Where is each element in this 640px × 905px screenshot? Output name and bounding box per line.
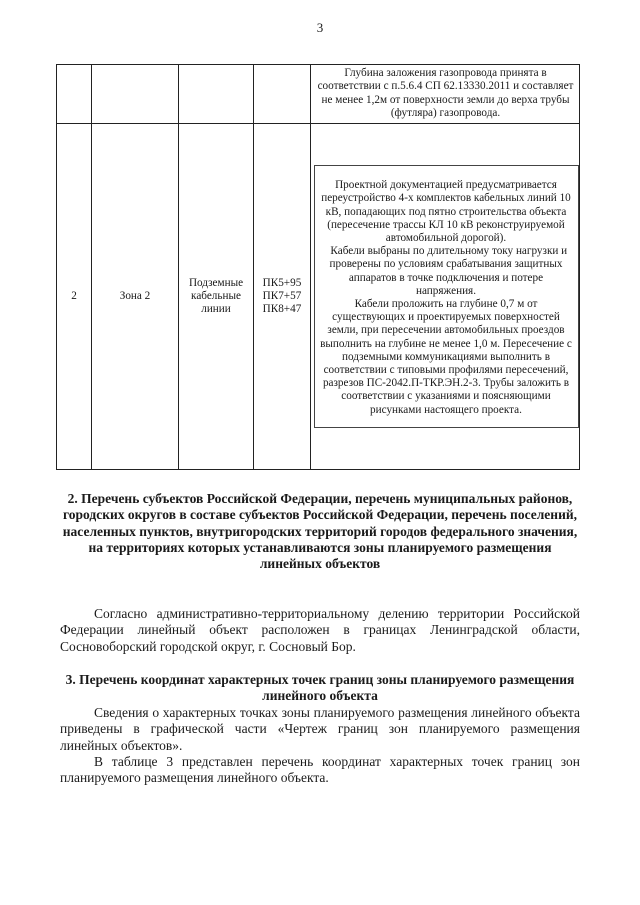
description-paragraph: Кабели проложить на глубине 0,7 м от существующих и проектируемых поверхностей земли, при пересечении автомобильных проездов выполнить на глубине не менее 1,0 м. Пересечение с подземными коммуникациями выполнить в соответствии с типовыми профилями пересечений, разрезов ПС-2042.П-ТКР.ЭН.2-3. Трубы заложить в соответствии с указаниями и поясняющими рисунками настоящего проекта. [320, 298, 572, 416]
description-paragraph: Проектной документацией предусматривается переустройство 4-х комплектов кабельных линий 10 кВ, попадающих под пятно строительства объекта (пересечение трассы КЛ 10 кВ реконструируемой автомобильной дорогой). [321, 179, 571, 244]
section-3-body [60, 705, 580, 786]
section-3-heading: 3. Перечень координат характерных точек границ зоны планируемого размещения линейного объекта [65, 672, 575, 704]
section-3-paragraph: Сведения о характерных точках зоны планируемого размещения линейного объекта приведены в графической части «Чертеж границ зон планируемого размещения линейных объектов». [60, 705, 580, 753]
table-cell-pickets [254, 65, 311, 124]
description-box [314, 165, 579, 428]
picket-label: ПК8+47 [262, 303, 302, 316]
description-paragraph: Кабели выбраны по длительному току нагрузки и проверены по условиям срабатывания защитных аппаратов в точке подключения и потере напряжения. [329, 245, 568, 297]
table-cell-description [311, 65, 580, 124]
table-cell-type [179, 65, 254, 124]
table-cell-num: 2 [57, 124, 92, 470]
picket-label: ПК5+95 [262, 276, 302, 289]
section-2-heading: 2. Перечень субъектов Российской Федерации, перечень муниципальных районов, городских округов в составе субъектов Российской Федерации, перечень поселений, населенных пунктов, внутригородских территорий городов федерального значения, на территориях которых устанавливаются зоны планируемого размещения линейных объектов [62, 491, 578, 572]
description-text: Глубина заложения газопровода принята в соответствии с п.5.6.4 СП 62.13330.2011 и составляет не менее 1,2м от поверхности земли до верха трубы (футляра) газопровода. [317, 67, 574, 119]
picket-label: ПК7+57 [262, 289, 302, 302]
table-cell-type: Подземные кабельные линии [179, 124, 254, 470]
table-cell-description [311, 124, 580, 470]
page-number: 3 [316, 20, 324, 35]
table-cell-pickets [254, 124, 311, 470]
table-cell-num [57, 65, 92, 124]
section-3-paragraph: В таблице 3 представлен перечень координат характерных точек границ зон планируемого размещения линейного объекта. [60, 753, 580, 786]
table-row [57, 124, 580, 470]
table-row [57, 65, 580, 124]
table-cell-zone: Зона 2 [92, 124, 179, 470]
section-2-body [60, 606, 580, 655]
section-2-paragraph: Согласно административно-территориальному делению территории Российской Федерации линейный объект расположен в границах Ленинградской области, Сосновоборский городской округ, г. Сосновый Бор. [60, 606, 580, 654]
linear-objects-table [56, 64, 580, 470]
table-cell-zone [92, 65, 179, 124]
